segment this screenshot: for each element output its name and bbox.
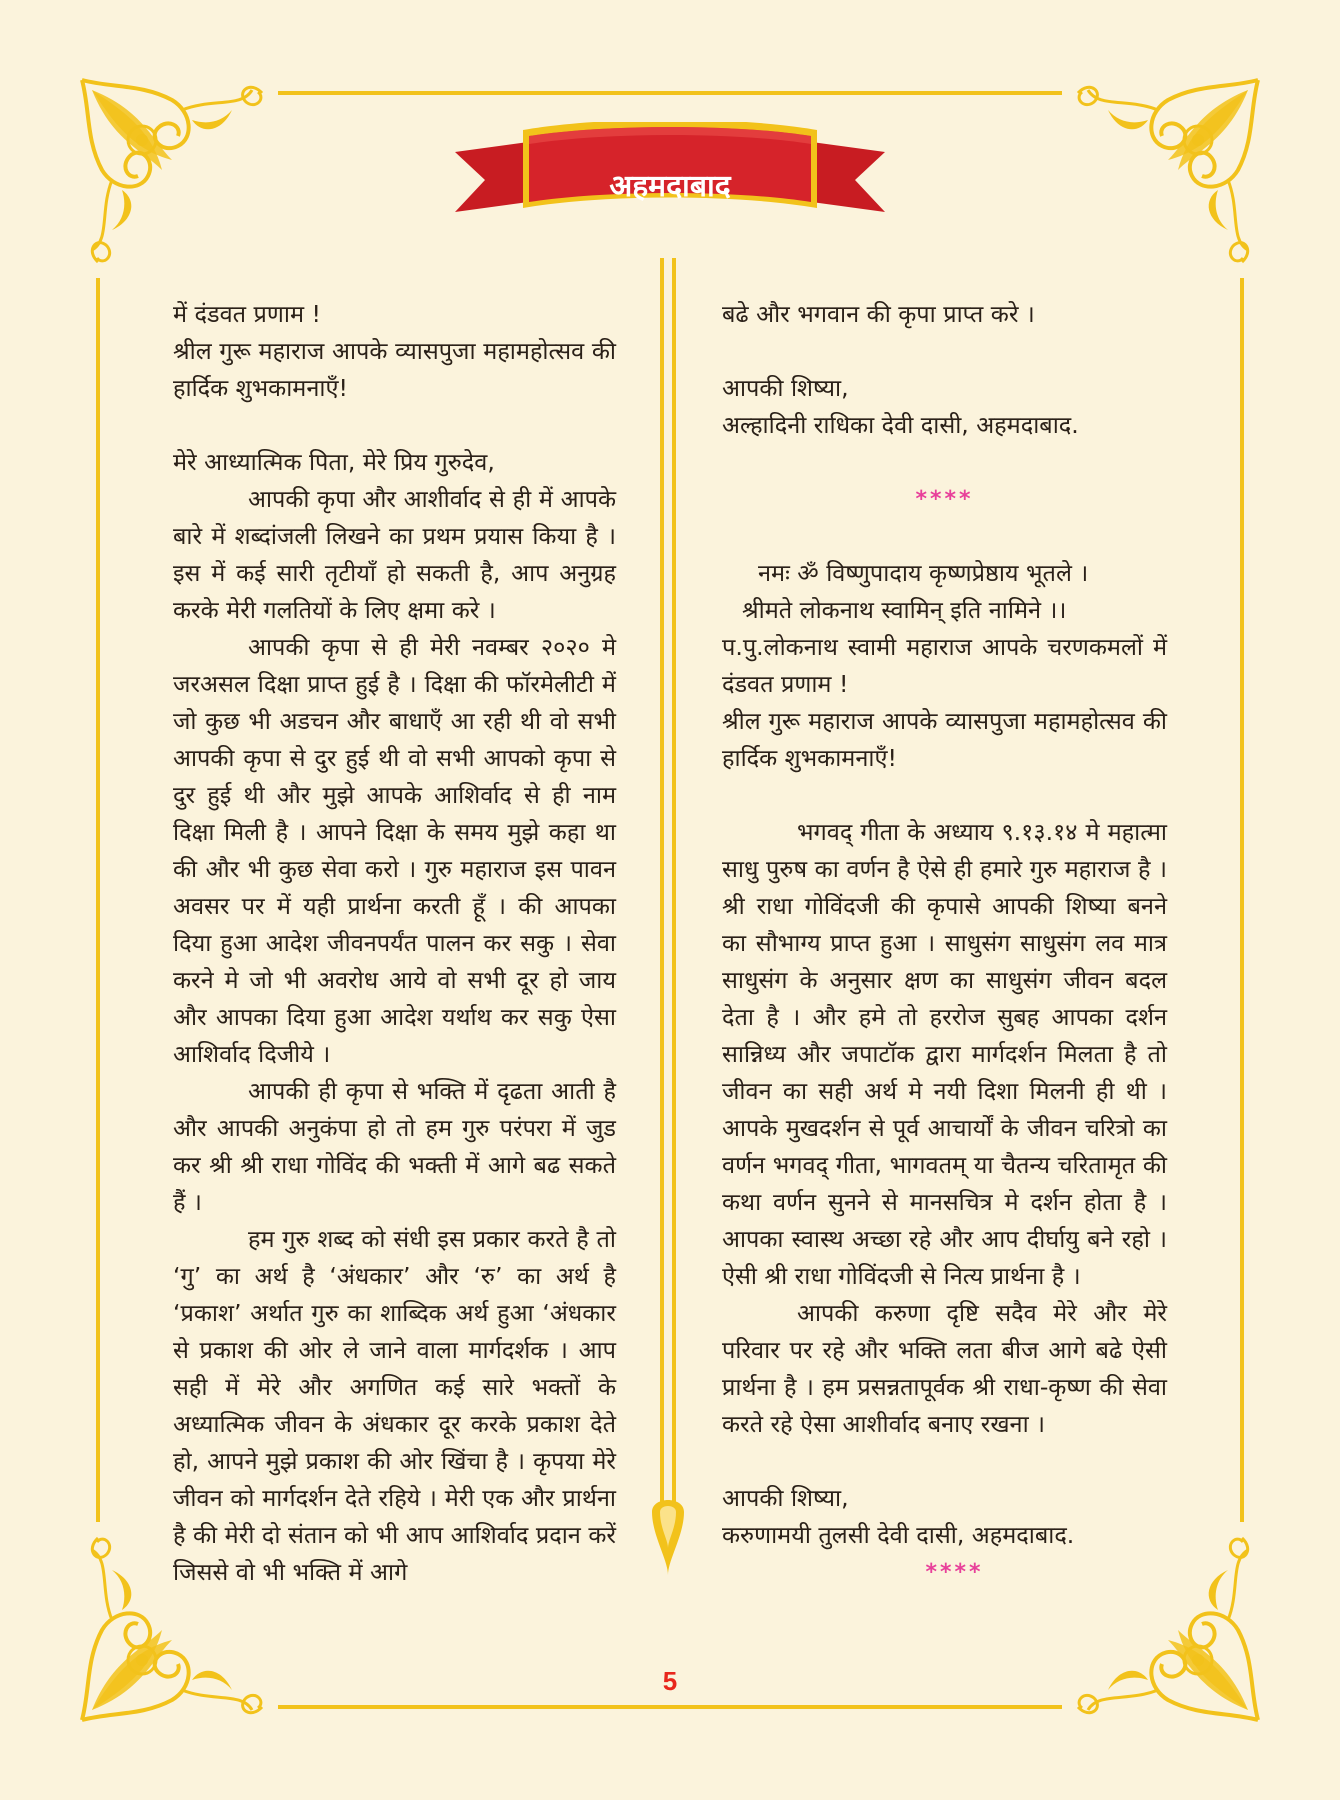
paragraph: बढे और भगवान की कृपा प्राप्त करे ।	[722, 300, 1035, 328]
paragraph-gap	[722, 333, 1167, 370]
right-column	[722, 296, 1167, 1591]
wishes: श्रील गुरू महाराज आपके व्यासपुजा महामहोत्सव की हार्दिक शुभकामनाएँ!	[722, 707, 1167, 772]
verse-line: नमः ॐ विष्णुपादाय कृष्णप्रेष्ठाय भूतले ।	[758, 559, 1089, 587]
paragraph: भगवद् गीता के अध्याय ९.१३.१४ मे महात्मा साधु पुरुष का वर्णन है ऐसे ही हमारे गुरु महाराज है । श्री राधा गोविंदजी की कृपासे आपकी शिष्या बनने का सौभाग्य प्राप्त हुआ । साधुसंग साधुसंग लव मात्र साधुसंग के अनुसार क्षण का साधुसंग जीवन बदल देता है । और हमे तो हररोज सुबह आपका दर्शन सान्निध्य और जपाटॉक द्वारा मार्गदर्शन मिलता है तो जीवन का सही अर्थ मे नयी दिशा मिलनी ही थी । आपके मुखदर्शन से पूर्व आचार्यों के जीवन चरित्रो का वर्णन भगवद् गीता, भागवतम् या चैतन्य चरितामृत की कथा वर्णन सुनने से मानसचित्र मे दर्शन होता है । आपका स्वास्थ अच्छा रहे और आप दीर्घायु बने रहो । ऐसी श्री राधा गोविंदजी से नित्य प्रार्थना है ।	[722, 818, 1167, 1290]
paragraph: आपकी कृपा और आशीर्वाद से ही में आपके बारे में शब्दांजली लिखने का प्रथम प्रयास किया है । इस में कई सारी तृटीयाँ हो सकती है, आप अनुग्रह करके मेरी गलतियों के लिए क्षमा करे ।	[173, 485, 616, 624]
paragraph-gap	[722, 444, 1167, 481]
separator-stars: ****	[925, 1560, 984, 1585]
page-number: 5	[662, 1666, 678, 1696]
signoff-name: अल्हादिनी राधिका देवी दासी, अहमदाबाद.	[722, 411, 1079, 439]
paragraph-gap	[722, 1443, 1167, 1480]
section-title: अहमदाबाद	[609, 169, 731, 204]
paragraph: आपकी करुणा दृष्टि सदैव मेरे और मेरे परिवार पर रहे और भक्ति लता बीज आगे बढे ऐसी प्रार्थना है । हम प्रसन्नतापूर्वक श्री राधा-कृष्ण की सेवा करते रहे ऐसा आशीर्वाद बनाए रखना ।	[722, 1299, 1167, 1438]
signoff-label: आपकी शिष्या,	[722, 1484, 849, 1512]
paragraph: मेरे आध्यात्मिक पिता, मेरे प्रिय गुरुदेव,	[173, 448, 495, 476]
signoff-label: आपकी शिष्या,	[722, 374, 849, 402]
paragraph-gap	[722, 518, 1167, 555]
paragraph: हम गुरु शब्द को संधी इस प्रकार करते है तो ‘गु’ का अर्थ है ‘अंधकार’ और ‘रु’ का अर्थ है ‘प्रकाश’ अर्थात गुरु का शाब्दिक अर्थ हुआ ‘अंधकार से प्रकाश की ओर ले जाने वाला मार्गदर्शक । आप सही में मेरे और अगणित कई सारे भक्तों के अध्यात्मिक जीवन के अंधकार दूर करके प्रकाश देते हो, आपने मुझे प्रकाश की ओर खिंचा है । कृपया मेरे जीवन को मार्गदर्शन देते रहिये । मेरी एक और प्रार्थना है की मेरी दो संतान को भी आप आशिर्वाद प्रदान करें जिससे वो भी भक्ति में आगे	[173, 1225, 616, 1586]
paragraph: में दंडवत प्रणाम !	[173, 300, 321, 328]
signoff-name: करुणामयी तुलसी देवी दासी, अहमदाबाद.	[722, 1521, 1075, 1549]
paragraph: आपकी कृपा से ही मेरी नवम्बर २०२० मे जरअसल दिक्षा प्राप्त हुई है । दिक्षा की फॉरमेलीटी में जो कुछ भी अडचन और बाधाएँ आ रही थी वो सभी आपकी कृपा से दुर हुई थी वो सभी आपको कृपा से दुर हुई थी और मुझे आपके आशिर्वाद से ही नाम दिक्षा मिली है । आपने दिक्षा के समय मुझे कहा था की और भी कुछ सेवा करो । गुरु महाराज इस पावन अवसर पर में यही प्रार्थना करती हूँ । की आपका दिया हुआ आदेश जीवनपर्यंत पालन कर सकु । सेवा करने मे जो भी अवरोध आये वो सभी दूर हो जाय और आपका दिया हुआ आदेश यर्थाथ कर सकु ऐसा आशिर्वाद दिजीये ।	[173, 633, 616, 1068]
left-column	[173, 296, 616, 1591]
paragraph: आपकी ही कृपा से भक्ति में दृढता आती है और आपकी अनुकंपा हो तो हम गुरु परंपरा में जुड कर श्री श्री राधा गोविंद की भक्ती में आगे बढ सकते हैं ।	[173, 1077, 616, 1216]
paragraph-gap	[722, 777, 1167, 814]
verse-line: श्रीमते लोकनाथ स्वामिन् इति नामिने ।।	[742, 596, 1067, 624]
paragraph-gap	[173, 407, 616, 444]
separator-stars: ****	[915, 487, 974, 512]
paragraph: श्रील गुरू महाराज आपके व्यासपुजा महामहोत्सव की हार्दिक शुभकामनाएँ!	[173, 337, 616, 402]
salutation: प.पु.लोकनाथ स्वामी महाराज आपके चरणकमलों में दंडवत प्रणाम !	[722, 633, 1167, 698]
